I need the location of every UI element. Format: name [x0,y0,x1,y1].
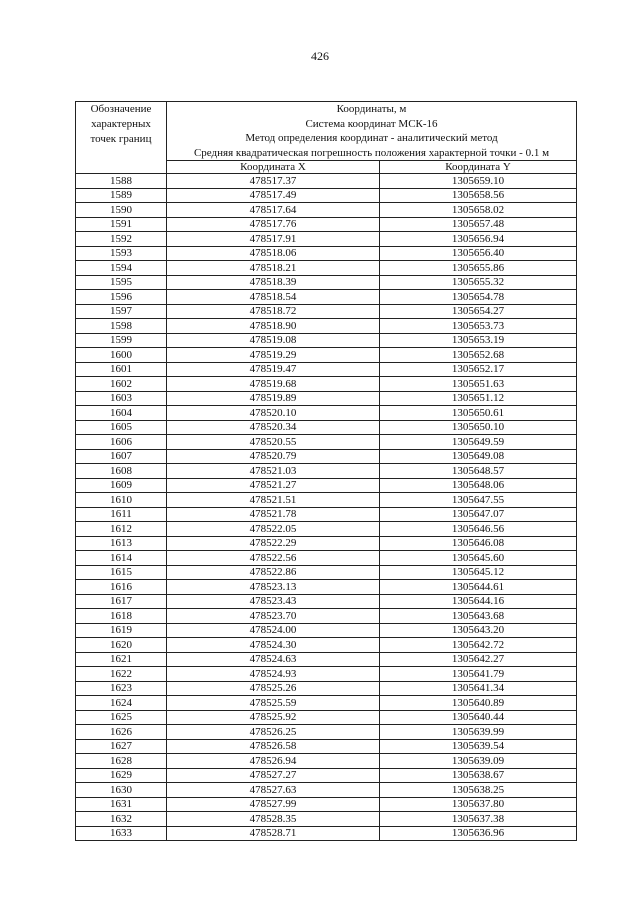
table-row [76,638,577,653]
x-coordinate-cell: 478522.56 [167,551,380,566]
point-id-cell: 1609 [76,478,167,493]
point-id-cell: 1593 [76,246,167,261]
x-coordinate-cell: 478519.29 [167,348,380,363]
x-coordinate-cell: 478526.25 [167,725,380,740]
y-coordinate-cell: 1305655.86 [380,261,577,276]
y-coordinate-cell: 1305655.32 [380,275,577,290]
y-coordinate-cell: 1305657.48 [380,217,577,232]
table-row [76,435,577,450]
point-id-cell: 1588 [76,174,167,189]
table-row [76,478,577,493]
point-id-cell: 1589 [76,188,167,203]
y-coordinate-cell: 1305654.78 [380,290,577,305]
col-y-header: Координата Y [380,161,577,174]
y-coordinate-cell: 1305640.89 [380,696,577,711]
coordinates-header-line: Средняя квадратическая погрешность положения характерной точки - 0.1 м [193,146,550,159]
table-row [76,551,577,566]
point-id-cell: 1601 [76,362,167,377]
y-coordinate-cell: 1305648.57 [380,464,577,479]
x-coordinate-cell: 478528.71 [167,826,380,841]
y-coordinate-cell: 1305654.27 [380,304,577,319]
point-label-header-line: характерных [91,118,151,130]
table-row [76,826,577,841]
table-row [76,652,577,667]
y-coordinate-cell: 1305644.61 [380,580,577,595]
point-id-cell: 1622 [76,667,167,682]
y-coordinate-cell: 1305652.68 [380,348,577,363]
point-id-cell: 1595 [76,275,167,290]
table-row [76,203,577,218]
table-row [76,783,577,798]
point-id-cell: 1618 [76,609,167,624]
table-row [76,174,577,189]
point-id-cell: 1591 [76,217,167,232]
y-coordinate-cell: 1305658.02 [380,203,577,218]
y-coordinate-cell: 1305645.12 [380,565,577,580]
y-coordinate-cell: 1305638.25 [380,783,577,798]
y-coordinate-cell: 1305646.56 [380,522,577,537]
table-row [76,348,577,363]
table-row [76,696,577,711]
table-row [76,536,577,551]
x-coordinate-cell: 478520.79 [167,449,380,464]
x-coordinate-cell: 478522.86 [167,565,380,580]
y-coordinate-cell: 1305639.99 [380,725,577,740]
x-coordinate-cell: 478518.90 [167,319,380,334]
table-row [76,493,577,508]
x-coordinate-cell: 478526.94 [167,754,380,769]
x-coordinate-cell: 478523.70 [167,609,380,624]
y-coordinate-cell: 1305649.08 [380,449,577,464]
y-coordinate-cell: 1305651.12 [380,391,577,406]
x-coordinate-cell: 478520.34 [167,420,380,435]
x-coordinate-cell: 478522.05 [167,522,380,537]
y-coordinate-cell: 1305638.67 [380,768,577,783]
point-id-cell: 1590 [76,203,167,218]
y-coordinate-cell: 1305649.59 [380,435,577,450]
table-row [76,594,577,609]
table-row [76,739,577,754]
point-id-cell: 1625 [76,710,167,725]
table-row [76,217,577,232]
point-id-cell: 1608 [76,464,167,479]
x-coordinate-cell: 478522.29 [167,536,380,551]
x-coordinate-cell: 478519.89 [167,391,380,406]
y-coordinate-cell: 1305658.56 [380,188,577,203]
coordinates-header [167,102,577,161]
table-row [76,290,577,305]
y-coordinate-cell: 1305659.10 [380,174,577,189]
x-coordinate-cell: 478525.59 [167,696,380,711]
y-coordinate-cell: 1305640.44 [380,710,577,725]
point-id-cell: 1594 [76,261,167,276]
table-row [76,232,577,247]
table-row [76,580,577,595]
y-coordinate-cell: 1305637.38 [380,812,577,827]
table-row [76,609,577,624]
point-id-cell: 1616 [76,580,167,595]
y-coordinate-cell: 1305643.20 [380,623,577,638]
x-coordinate-cell: 478517.76 [167,217,380,232]
x-coordinate-cell: 478521.51 [167,493,380,508]
x-coordinate-cell: 478519.47 [167,362,380,377]
x-coordinate-cell: 478518.21 [167,261,380,276]
table-row [76,522,577,537]
y-coordinate-cell: 1305653.73 [380,319,577,334]
table-row [76,710,577,725]
table-row [76,725,577,740]
x-coordinate-cell: 478521.78 [167,507,380,522]
table-row [76,362,577,377]
x-coordinate-cell: 478524.30 [167,638,380,653]
x-coordinate-cell: 478528.35 [167,812,380,827]
point-id-cell: 1598 [76,319,167,334]
table-row [76,304,577,319]
table-row [76,420,577,435]
table-row [76,507,577,522]
table-row [76,681,577,696]
point-id-cell: 1592 [76,232,167,247]
point-id-cell: 1613 [76,536,167,551]
y-coordinate-cell: 1305637.80 [380,797,577,812]
point-label-header-line: точек границ [90,133,152,145]
table-row [76,377,577,392]
point-id-cell: 1600 [76,348,167,363]
x-coordinate-cell: 478527.99 [167,797,380,812]
y-coordinate-cell: 1305653.19 [380,333,577,348]
y-coordinate-cell: 1305642.27 [380,652,577,667]
y-coordinate-cell: 1305645.60 [380,551,577,566]
x-coordinate-cell: 478520.10 [167,406,380,421]
table-row [76,246,577,261]
point-id-cell: 1612 [76,522,167,537]
table-row [76,261,577,276]
page-number: 426 [311,49,329,63]
y-coordinate-cell: 1305651.63 [380,377,577,392]
point-id-cell: 1623 [76,681,167,696]
point-id-cell: 1627 [76,739,167,754]
y-coordinate-cell: 1305643.68 [380,609,577,624]
y-coordinate-cell: 1305641.34 [380,681,577,696]
x-coordinate-cell: 478518.06 [167,246,380,261]
table-row [76,188,577,203]
x-coordinate-cell: 478521.27 [167,478,380,493]
point-id-cell: 1624 [76,696,167,711]
table-row [76,812,577,827]
point-id-cell: 1626 [76,725,167,740]
y-coordinate-cell: 1305650.61 [380,406,577,421]
point-id-cell: 1597 [76,304,167,319]
y-coordinate-cell: 1305656.40 [380,246,577,261]
point-id-cell: 1632 [76,812,167,827]
table-row [76,333,577,348]
x-coordinate-cell: 478517.49 [167,188,380,203]
point-id-cell: 1631 [76,797,167,812]
x-coordinate-cell: 478518.39 [167,275,380,290]
x-coordinate-cell: 478527.63 [167,783,380,798]
point-id-cell: 1620 [76,638,167,653]
x-coordinate-cell: 478524.63 [167,652,380,667]
table-row [76,565,577,580]
point-id-cell: 1606 [76,435,167,450]
coordinates-header-line: Система координат МСК-16 [305,117,438,130]
x-coordinate-cell: 478523.43 [167,594,380,609]
x-coordinate-cell: 478517.64 [167,203,380,218]
table-row [76,623,577,638]
point-id-cell: 1602 [76,377,167,392]
col-x-header: Координата X [167,161,380,174]
point-id-cell: 1619 [76,623,167,638]
x-coordinate-cell: 478525.92 [167,710,380,725]
coordinates-table [75,101,577,841]
x-coordinate-cell: 478519.68 [167,377,380,392]
y-coordinate-cell: 1305652.17 [380,362,577,377]
point-id-cell: 1629 [76,768,167,783]
point-id-cell: 1630 [76,783,167,798]
table-row [76,406,577,421]
point-id-cell: 1617 [76,594,167,609]
x-coordinate-cell: 478527.27 [167,768,380,783]
point-label-header-line: Обозначение [90,103,152,115]
table-body [76,174,577,841]
x-coordinate-cell: 478518.54 [167,290,380,305]
table-row [76,464,577,479]
x-coordinate-cell: 478519.08 [167,333,380,348]
x-coordinate-cell: 478520.55 [167,435,380,450]
x-coordinate-cell: 478526.58 [167,739,380,754]
point-id-cell: 1633 [76,826,167,841]
y-coordinate-cell: 1305641.79 [380,667,577,682]
x-coordinate-cell: 478525.26 [167,681,380,696]
y-coordinate-cell: 1305644.16 [380,594,577,609]
point-label-header [76,102,167,174]
point-id-cell: 1607 [76,449,167,464]
y-coordinate-cell: 1305656.94 [380,232,577,247]
y-coordinate-cell: 1305646.08 [380,536,577,551]
y-coordinate-cell: 1305647.07 [380,507,577,522]
table-row [76,275,577,290]
y-coordinate-cell: 1305650.10 [380,420,577,435]
x-coordinate-cell: 478517.37 [167,174,380,189]
y-coordinate-cell: 1305642.72 [380,638,577,653]
x-coordinate-cell: 478523.13 [167,580,380,595]
y-coordinate-cell: 1305647.55 [380,493,577,508]
table-row [76,391,577,406]
point-id-cell: 1605 [76,420,167,435]
y-coordinate-cell: 1305636.96 [380,826,577,841]
point-id-cell: 1603 [76,391,167,406]
y-coordinate-cell: 1305648.06 [380,478,577,493]
y-coordinate-cell: 1305639.54 [380,739,577,754]
x-coordinate-cell: 478524.93 [167,667,380,682]
x-coordinate-cell: 478518.72 [167,304,380,319]
coordinates-header-line: Метод определения координат - аналитический метод [245,132,498,145]
point-id-cell: 1599 [76,333,167,348]
x-coordinate-cell: 478521.03 [167,464,380,479]
x-coordinate-cell: 478524.00 [167,623,380,638]
coordinates-header-line: Координаты, м [336,103,407,115]
table-row [76,319,577,334]
table-row [76,667,577,682]
point-id-cell: 1614 [76,551,167,566]
x-coordinate-cell: 478517.91 [167,232,380,247]
point-id-cell: 1604 [76,406,167,421]
point-id-cell: 1610 [76,493,167,508]
point-id-cell: 1621 [76,652,167,667]
point-id-cell: 1628 [76,754,167,769]
table-row [76,768,577,783]
table-row [76,797,577,812]
table-row [76,754,577,769]
table-row [76,449,577,464]
point-id-cell: 1615 [76,565,167,580]
point-id-cell: 1611 [76,507,167,522]
point-id-cell: 1596 [76,290,167,305]
y-coordinate-cell: 1305639.09 [380,754,577,769]
